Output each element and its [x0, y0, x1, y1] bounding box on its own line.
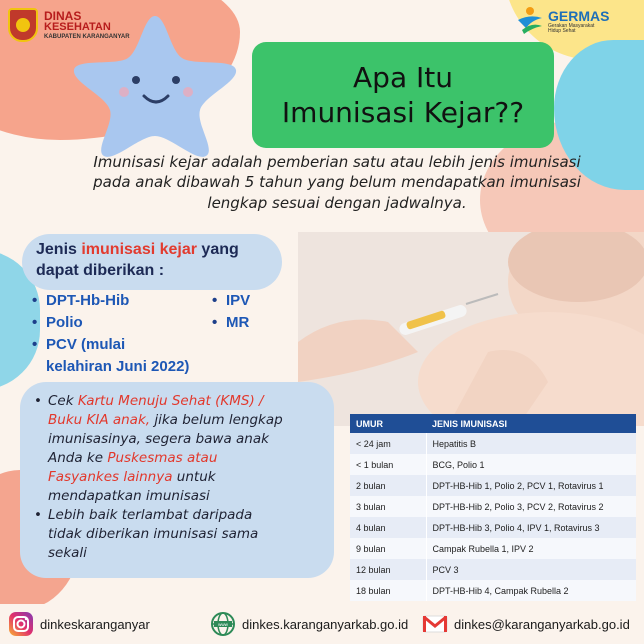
- tip-text: Cek: [48, 393, 78, 409]
- age-cell: 12 bulan: [350, 559, 426, 580]
- instagram-handle: dinkeskaranganyar: [40, 616, 150, 632]
- vaccine-item: • IPV: [212, 290, 292, 312]
- title-line-2: Imunisasi Kejar??: [281, 96, 525, 129]
- dinkes-line2: KESEHATAN: [44, 21, 111, 34]
- tip-highlight: Buku KIA anak,: [48, 412, 151, 428]
- intro-line-1: Imunisasi kejar adalah pemberian satu atau lebih jenis imunisasi: [93, 153, 581, 171]
- intro-line-2: pada anak dibawah 5 tahun yang belum mendapatkan imunisasi: [93, 173, 581, 192]
- intro-line-3: lengkap sesuai dengan jadwalnya.: [207, 193, 467, 212]
- tip-highlight: Kartu Menuju Sehat (KMS) /: [77, 393, 264, 409]
- tip-item-kms: [34, 392, 322, 506]
- vaccine-cell: Campak Rubella 1, IPV 2: [426, 538, 636, 559]
- vaccine-cell: Hepatitis B: [426, 433, 636, 454]
- table-row: [350, 559, 636, 580]
- tip-text: mendapatkan imunisasi: [48, 488, 210, 504]
- vaccine-list-right: [212, 290, 292, 334]
- dinkes-logo: [8, 8, 130, 42]
- vaccine-item: • MR: [212, 312, 292, 334]
- tip-text: imunisasinya, segera bawa anak: [48, 431, 269, 447]
- footer-contact-bar: [0, 604, 644, 644]
- vaccine-item-continuation: kelahiran Juni 2022): [46, 358, 190, 375]
- tips-box: [20, 382, 334, 578]
- germas-subtitle-1: Gerakan Masyarakat: [548, 22, 595, 29]
- age-cell: 2 bulan: [350, 475, 426, 496]
- jenis-heading-line-2: dapat diberikan :: [36, 261, 165, 279]
- jenis-prefix: Jenis: [36, 241, 82, 258]
- dinkes-line1: DINAS: [44, 8, 82, 23]
- age-cell: < 1 bulan: [350, 454, 426, 475]
- mail-icon: [422, 611, 448, 637]
- tips-list: [34, 392, 322, 563]
- intro-paragraph: [40, 152, 634, 213]
- tip-text: untuk: [172, 469, 216, 485]
- vaccine-cell: BCG, Polio 1: [426, 454, 636, 475]
- tip-text: sekali: [48, 545, 87, 561]
- instagram-contact[interactable]: [8, 604, 150, 644]
- age-cell: 9 bulan: [350, 538, 426, 559]
- immunization-schedule-table: [350, 414, 636, 601]
- website-contact[interactable]: [210, 604, 408, 644]
- table-header-row: [350, 414, 636, 433]
- karanganyar-seal-icon: [8, 8, 38, 42]
- age-cell: 3 bulan: [350, 496, 426, 517]
- germas-figure-icon: [516, 6, 544, 36]
- table-row: [350, 538, 636, 559]
- tip-text: Anda ke: [48, 450, 108, 466]
- tip-item-terlambat: [34, 506, 322, 563]
- vaccine-item: • Polio: [32, 312, 232, 334]
- tip-highlight: Fasyankes lainnya: [48, 469, 173, 485]
- tip-text: jika belum lengkap: [150, 412, 283, 428]
- germas-logo: [516, 6, 609, 36]
- table-row: [350, 454, 636, 475]
- vaccine-cell: DPT-HB-Hib 1, Polio 2, PCV 1, Rotavirus 1: [426, 475, 636, 496]
- title-banner: [252, 42, 554, 148]
- table-row: [350, 475, 636, 496]
- jenis-imunisasi-heading-box: [22, 234, 282, 290]
- tip-text: Lebih baik terlambat daripada: [48, 507, 253, 523]
- jenis-heading-line-1: [36, 240, 268, 261]
- vaccine-cell: DPT-HB-Hib 4, Campak Rubella 2: [426, 580, 636, 601]
- germas-title: GERMAS: [548, 7, 610, 24]
- jenis-suffix: yang: [196, 241, 239, 258]
- germas-subtitle-2: Hidup Sehat: [548, 28, 576, 34]
- table-row: [350, 496, 636, 517]
- vaccine-cell: PCV 3: [426, 559, 636, 580]
- svg-text:www: www: [218, 622, 228, 627]
- age-cell: 18 bulan: [350, 580, 426, 601]
- vaccine-item: • PCV (mulai: [32, 334, 232, 356]
- table-row: [350, 433, 636, 454]
- vaccine-item: • DPT-Hb-Hib: [32, 290, 232, 312]
- tip-highlight: Puskesmas atau: [107, 450, 218, 466]
- email-address: dinkes@karanganyarkab.go.id: [454, 616, 630, 632]
- age-cell: 4 bulan: [350, 517, 426, 538]
- vaccine-cell: DPT-HB-Hib 3, Polio 4, IPV 1, Rotavirus 3: [426, 517, 636, 538]
- tip-text: tidak diberikan imunisasi sama: [48, 526, 259, 542]
- jenis-highlight: imunisasi kejar: [81, 241, 197, 258]
- vaccine-list-left: [32, 290, 232, 378]
- website-url: dinkes.karanganyarkab.go.id: [242, 616, 409, 632]
- age-cell: < 24 jam: [350, 433, 426, 454]
- email-contact[interactable]: [422, 604, 630, 644]
- dinkes-line3: KABUPATEN KARANGANYAR: [44, 33, 130, 40]
- baby-vaccination-photo: [298, 232, 644, 426]
- vaccine-cell: DPT-HB-Hib 2, Polio 3, PCV 2, Rotavirus 2: [426, 496, 636, 517]
- column-header-umur: UMUR: [350, 414, 426, 433]
- table-row: [350, 517, 636, 538]
- column-header-jenis: JENIS IMUNISASI: [426, 414, 636, 433]
- title-line-1: Apa Itu: [353, 61, 453, 94]
- instagram-icon: [8, 611, 34, 637]
- globe-icon: [210, 611, 236, 637]
- table-row: [350, 580, 636, 601]
